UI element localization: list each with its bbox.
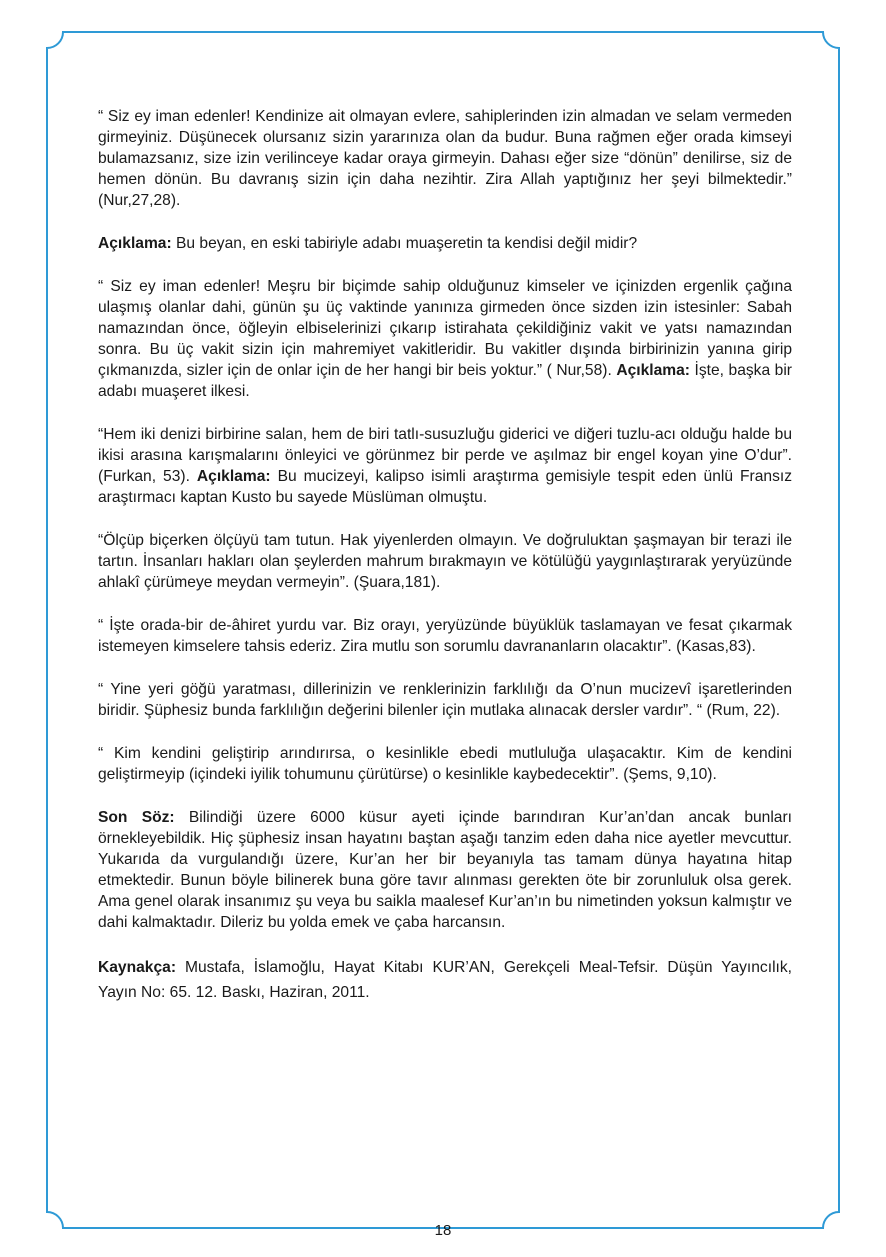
paragraph-verse-nur-27-28: “ Siz ey iman edenler! Kendinize ait olmayan evlere, sahiplerinden izin almadan ve selam vermeden girmeyiniz. Düşünecek olursanız sizin yararınıza olan da budur. Buna rağmen eğer orada kimseyi bulamazsanız, size izin verilinceye kadar oraya girmeyin. Dahası eğer size “dönün” denilirse, siz de hemen dönün. Bu davranış sizin için daha nezihtir. Zira Allah yaptığınız her şeyi bilmektedir.” (Nur,27,28). bbox=[98, 108, 792, 209]
aciklama-label: Açıklama: bbox=[196, 468, 271, 485]
paragraph-verse-furkan-53 bbox=[98, 424, 792, 508]
page-number: 18 bbox=[434, 1222, 452, 1239]
paragraph-verse-sems-9-10: “ Kim kendini geliştirip arındırırsa, o kesinlikle ebedi mutluluğa ulaşacaktır. Kim de kendini geliştirmeyip (içindeki iyilik tohumunu çürütürse) o kesinlikle kaybedecektir”. (Şems, 9,10). bbox=[98, 745, 792, 783]
paragraph-son-soz bbox=[98, 807, 792, 933]
paragraph-verse-nur-58 bbox=[98, 276, 792, 402]
aciklama-text: Bu mucizeyi, kalipso isimli araştırma gemisiyle tespit eden ünlü Fransız araştırmacı kaptan Kusto bu sayede Müslüman olmuştu. bbox=[98, 468, 792, 506]
kaynakca-label: Kaynakça: bbox=[98, 959, 177, 976]
kaynakca-text: Mustafa, İslamoğlu, Hayat Kitabı KUR’AN, Gerekçeli Meal-Tefsir. Düşün Yayıncılık, Yayın No: 65. 12. Baskı, Haziran, 2011. bbox=[98, 959, 792, 1001]
paragraph-aciklama-1 bbox=[98, 233, 792, 254]
document-body bbox=[98, 106, 792, 1027]
paragraph-verse-kasas-83: “ İşte orada-bir de-âhiret yurdu var. Biz orayı, yeryüzünde büyüklük taslamayan ve fesat çıkarmak istemeyen kimselere tahsis ederiz. Zira mutlu son sorumlu davrananların olacaktır”. (Kasas,83). bbox=[98, 617, 792, 655]
paragraph-verse-suara-181: “Ölçüp biçerken ölçüyü tam tutun. Hak yiyenlerden olmayın. Ve doğruluktan şaşmayan bir terazi ile tartın. İnsanları hakları olan şeylerden mahrum bırakmayın ve kötülüğü yaygınlaştırarak yeryüzünde ahlakî çürümeye meydan vermeyin”. (Şuara,181). bbox=[98, 532, 792, 591]
aciklama-text: İşte, başka bir adabı muaşeret ilkesi. bbox=[98, 362, 792, 400]
aciklama-label: Açıklama: bbox=[98, 235, 172, 252]
verse-text: “Hem iki denizi birbirine salan, hem de biri tatlı-susuzluğu giderici ve diğeri tuzlu-acı olduğu halde bu ikisi arasına karışmalarını önleyici ve görünmez bir perde ve aşılmaz bir engel koyan yine O’dur”. (Furkan, 53). bbox=[98, 426, 792, 485]
aciklama-text: Bu beyan, en eski tabiriyle adabı muaşeretin ta kendisi değil midir? bbox=[171, 235, 638, 252]
son-soz-label: Son Söz: bbox=[98, 809, 175, 826]
verse-text: “ Siz ey iman edenler! Meşru bir biçimde sahip olduğunuz kimseler ve içinizden ergenlik çağına ulaşmış olanlar dahi, günün şu üç vaktinde yanınıza girmeden önce sizden izin istesinler: Sabah namazından önce, öğleyin elbiselerinizi çıkarıp istirahata çekildiğiniz vakit ve yatsı namazından sonra. Bu üç vakit sizin için mahremiyet vakitleridir. Bu vakitler dışında birbirinizin yanına girip çıkmanızda, sizler için de onlar için de her hangi bir beis yoktur.” ( Nur,58). bbox=[98, 278, 792, 379]
paragraph-kaynakca bbox=[98, 955, 792, 1005]
son-soz-text: Bilindiği üzere 6000 küsur ayeti içinde barındıran Kur’an’dan ancak bunları örnekleyebildik. Hiç şüphesiz insan hayatını baştan aşağı tanzim eden daha nice ayetler mevcuttur. Yukarıda da vurgulandığı üzere, Kur’an her bir beyanıyla tas tamam dünya hayatına hitap etmektedir. Bunun böyle bilinerek buna göre tavır alınması gerekten öte bir zorunluluk olsa gerek. Ama genel olarak insanımız şu veya bu saikla maalesef Kur’an’ın bu nimetinden yoksun kalmıştır ve dahi kalmaktadır. Dileriz bu yolda emek ve çaba harcansın. bbox=[98, 809, 793, 931]
paragraph-verse-rum-22: “ Yine yeri göğü yaratması, dillerinizin ve renklerinizin farklılığı da O’nun mucizevî işaretlerinden biridir. Şüphesiz bunda farklılığın değerini bilenler için mutlaka alınacak dersler vardır”. “ (Rum, 22). bbox=[98, 681, 792, 719]
aciklama-label: Açıklama: bbox=[616, 362, 691, 379]
